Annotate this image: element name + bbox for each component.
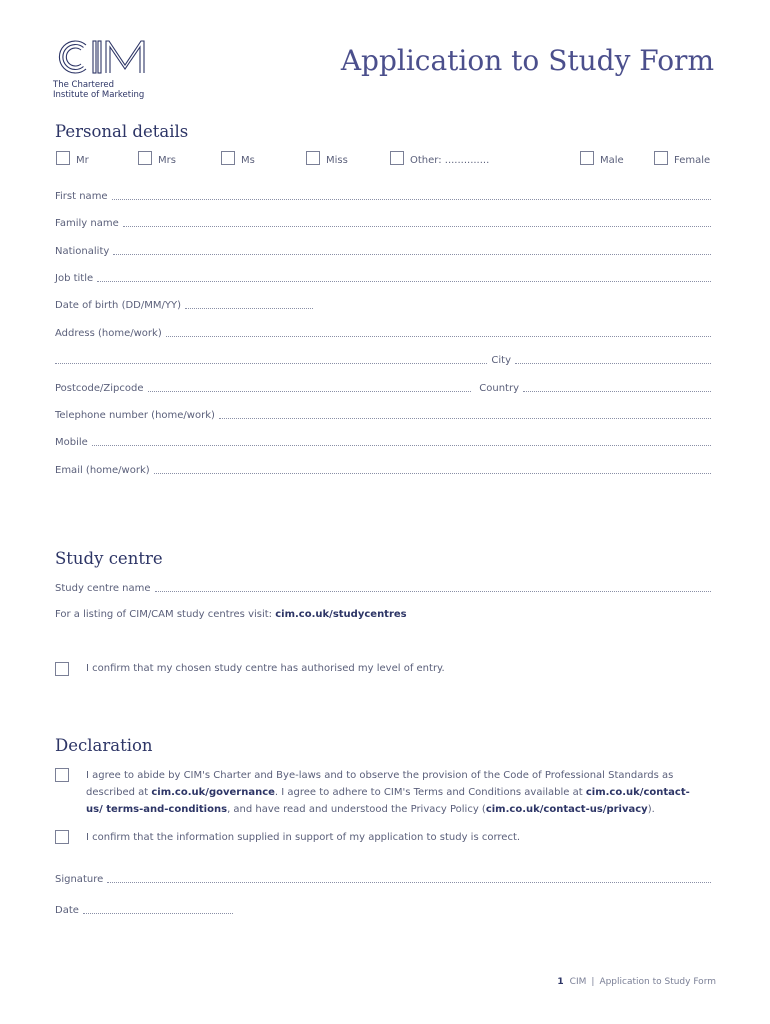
study-centres-link[interactable]: cim.co.uk/studycentres <box>275 609 407 620</box>
study-centre-name-field[interactable] <box>55 580 711 594</box>
signature-field[interactable] <box>55 871 711 885</box>
declaration-correct-text: I confirm that the information supplied in support of my application to study is correct. <box>86 832 521 843</box>
family-name-line[interactable] <box>123 218 711 227</box>
study-centre-listing <box>55 609 407 620</box>
study-centre-name-label: Study centre name <box>55 583 151 594</box>
postcode-country-field[interactable] <box>55 380 711 394</box>
job-title-field[interactable] <box>55 270 711 284</box>
logo-subtitle-line-1: The Chartered <box>53 80 115 90</box>
title-mr-label: Mr <box>76 155 89 166</box>
address-city-field[interactable] <box>55 352 711 366</box>
nationality-field[interactable] <box>55 243 711 257</box>
title-mrs-label: Mrs <box>158 155 176 166</box>
signature-label: Signature <box>55 874 104 885</box>
first-name-field[interactable] <box>55 188 711 202</box>
title-miss-checkbox[interactable] <box>306 151 320 165</box>
country-line[interactable] <box>523 383 711 392</box>
gender-male-checkbox[interactable] <box>580 151 594 165</box>
declaration-text-part-2: . I agree to adhere to CIM's Terms and Conditions available at <box>274 787 586 798</box>
date-of-birth-line[interactable] <box>185 300 313 309</box>
gender-female-checkbox[interactable] <box>654 151 668 165</box>
nationality-label: Nationality <box>55 246 110 257</box>
title-ms-checkbox[interactable] <box>221 151 235 165</box>
gender-male-label: Male <box>600 155 624 166</box>
family-name-label: Family name <box>55 218 119 229</box>
declaration-text-part-3: , and have read and understood the Privacy Policy ( <box>227 804 486 815</box>
confirm-study-centre-checkbox[interactable] <box>55 662 69 676</box>
page-number: 1 <box>557 977 564 987</box>
first-name-line[interactable] <box>112 191 711 200</box>
declaration-agree-checkbox[interactable] <box>55 768 69 782</box>
page-title: Application to Study Form <box>340 44 714 77</box>
telephone-label: Telephone number (home/work) <box>55 410 215 421</box>
date-field[interactable] <box>55 902 711 916</box>
title-miss-label: Miss <box>326 155 348 166</box>
date-of-birth-label: Date of birth (DD/MM/YY) <box>55 300 181 311</box>
email-field[interactable] <box>55 462 711 476</box>
mobile-field[interactable] <box>55 434 711 448</box>
footer-separator: | <box>591 977 595 987</box>
postcode-label: Postcode/Zipcode <box>55 383 144 394</box>
date-label: Date <box>55 905 79 916</box>
footer-doc-title: Application to Study Form <box>599 977 716 987</box>
gender-female-label: Female <box>674 155 711 166</box>
family-name-field[interactable] <box>55 215 711 229</box>
date-of-birth-field[interactable] <box>55 297 711 311</box>
declaration-correct-checkbox[interactable] <box>55 830 69 844</box>
declaration-agree-text <box>86 767 691 818</box>
email-line[interactable] <box>154 465 711 474</box>
declaration-text-part-1: I agree to abide by CIM's Charter and Bye-laws and to observe the provision of the Code of Professional Standards as described at <box>86 770 674 798</box>
address-field[interactable] <box>55 325 711 339</box>
footer-org: CIM <box>569 977 587 987</box>
governance-link[interactable]: cim.co.uk/governance <box>151 787 275 798</box>
study-centre-listing-text: For a listing of CIM/CAM study centres visit: <box>55 609 276 620</box>
city-label: City <box>491 355 511 366</box>
city-line[interactable] <box>515 355 711 364</box>
logo-subtitle-line-2: Institute of Marketing <box>53 90 145 100</box>
postcode-line[interactable] <box>148 383 472 392</box>
email-label: Email (home/work) <box>55 465 150 476</box>
title-other-label: Other: .............. <box>410 155 490 166</box>
privacy-link[interactable]: cim.co.uk/contact-us/privacy <box>485 804 648 815</box>
title-other-checkbox[interactable] <box>390 151 404 165</box>
country-label: Country <box>479 383 519 394</box>
declaration-text-part-4: ). <box>647 804 655 815</box>
cim-logo <box>53 38 163 100</box>
page-footer <box>557 977 716 987</box>
telephone-line[interactable] <box>219 410 711 419</box>
title-mr-checkbox[interactable] <box>56 151 70 165</box>
first-name-label: First name <box>55 191 108 202</box>
job-title-line[interactable] <box>97 273 711 282</box>
mobile-label: Mobile <box>55 437 88 448</box>
terms-link[interactable]: cim.co.uk/contact-us/ terms-and-conditions <box>86 787 690 815</box>
mobile-line[interactable] <box>92 437 711 446</box>
personal-details-heading: Personal details <box>55 122 189 141</box>
declaration-heading: Declaration <box>55 736 153 755</box>
date-line[interactable] <box>83 905 233 914</box>
title-ms-label: Ms <box>241 155 255 166</box>
signature-line[interactable] <box>107 874 711 883</box>
address-label: Address (home/work) <box>55 328 162 339</box>
study-centre-name-line[interactable] <box>155 583 711 592</box>
address-line-2[interactable] <box>55 355 487 364</box>
title-mrs-checkbox[interactable] <box>138 151 152 165</box>
cim-logo-icon <box>53 38 151 76</box>
telephone-field[interactable] <box>55 407 711 421</box>
study-centre-heading: Study centre <box>55 549 163 568</box>
confirm-study-centre-text: I confirm that my chosen study centre has authorised my level of entry. <box>86 663 445 674</box>
address-line-1[interactable] <box>166 328 711 337</box>
job-title-label: Job title <box>55 273 94 284</box>
nationality-line[interactable] <box>113 246 711 255</box>
